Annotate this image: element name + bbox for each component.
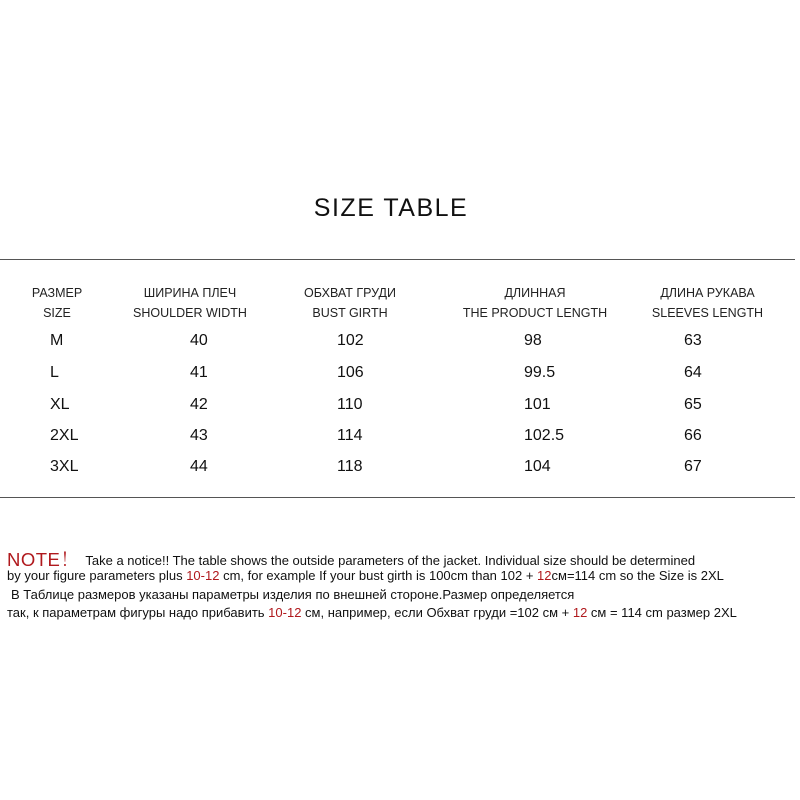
cell-shoulder: 41 (190, 364, 208, 381)
note-text-2c: см=114 cm so the Size is 2XL (551, 568, 724, 583)
cell-sleeve: 67 (684, 458, 702, 475)
note-highlight: 12 (537, 568, 552, 583)
note-line-2 (7, 568, 724, 583)
cell-size: M (50, 332, 64, 349)
cell-bust: 110 (337, 396, 363, 413)
note-text-4c: см = 114 cm размер 2XL (587, 605, 737, 620)
cell-bust: 106 (337, 364, 364, 381)
header-size (22, 283, 92, 323)
note-text-4b: см, например, если Обхват груди =102 см + (301, 605, 573, 620)
header-length-en: THE PRODUCT LENGTH (462, 306, 608, 320)
header-length-ru: ДЛИННАЯ (504, 286, 566, 300)
note-line-3 (11, 587, 574, 602)
cell-shoulder: 40 (190, 332, 208, 349)
header-size-en: SIZE (43, 306, 71, 320)
table-top-rule (0, 259, 795, 260)
cell-shoulder: 42 (190, 396, 208, 413)
note-highlight: 10-12 (268, 605, 302, 620)
cell-length: 104 (524, 458, 551, 475)
header-sleeves-ru: ДЛИНА РУКАВА (660, 286, 755, 300)
note-label: NOTE！ (7, 549, 80, 570)
cell-shoulder: 43 (190, 427, 208, 444)
table-bottom-rule (0, 497, 795, 498)
note-line-4 (7, 605, 737, 620)
cell-size: XL (50, 396, 70, 413)
table-row (0, 332, 795, 364)
cell-length: 98 (524, 332, 542, 349)
note-highlight: 10-12 (186, 568, 220, 583)
cell-bust: 118 (337, 458, 363, 475)
header-bust-en: BUST GIRTH (312, 306, 388, 320)
table-row (0, 458, 795, 490)
header-bust-ru: ОБХВАТ ГРУДИ (303, 286, 397, 300)
note-text-4a: так, к параметрам фигуры надо прибавить (7, 605, 269, 620)
note-text-2a: by your figure parameters plus (7, 568, 187, 583)
note-text-1: Take a notice!! The table shows the outside parameters of the jacket. Individual size should be determined (85, 553, 696, 568)
page-title: SIZE TABLE (313, 194, 469, 222)
header-shoulder-en: SHOULDER WIDTH (133, 306, 247, 320)
header-product-length (450, 283, 620, 323)
header-bust-girth (285, 283, 415, 323)
cell-size: 2XL (50, 427, 79, 444)
header-shoulder-ru: ШИРИНА ПЛЕЧ (143, 286, 237, 300)
cell-sleeve: 65 (684, 396, 702, 413)
cell-bust: 114 (337, 427, 363, 444)
cell-sleeve: 63 (684, 332, 702, 349)
header-sleeves-length (635, 283, 780, 323)
cell-sleeve: 66 (684, 427, 702, 444)
cell-size: 3XL (50, 458, 79, 475)
note-text-2b: cm, for example If your bust girth is 100cm than 102 + (219, 568, 538, 583)
note-text-3: В Таблице размеров указаны параметры изделия по внешней стороне.Размер определяется (11, 587, 575, 602)
cell-length: 101 (524, 396, 551, 413)
header-sleeves-en: SLEEVES LENGTH (651, 306, 764, 320)
cell-bust: 102 (337, 332, 364, 349)
cell-length: 102.5 (524, 427, 565, 444)
table-row (0, 427, 795, 459)
cell-sleeve: 64 (684, 364, 702, 381)
note-highlight: 12 (572, 605, 588, 620)
table-row (0, 396, 795, 428)
table-row (0, 364, 795, 396)
cell-shoulder: 44 (190, 458, 208, 475)
header-size-ru: РАЗМЕР (31, 286, 83, 300)
header-shoulder-width (120, 283, 260, 323)
cell-size: L (50, 364, 59, 381)
cell-length: 99.5 (524, 364, 556, 381)
